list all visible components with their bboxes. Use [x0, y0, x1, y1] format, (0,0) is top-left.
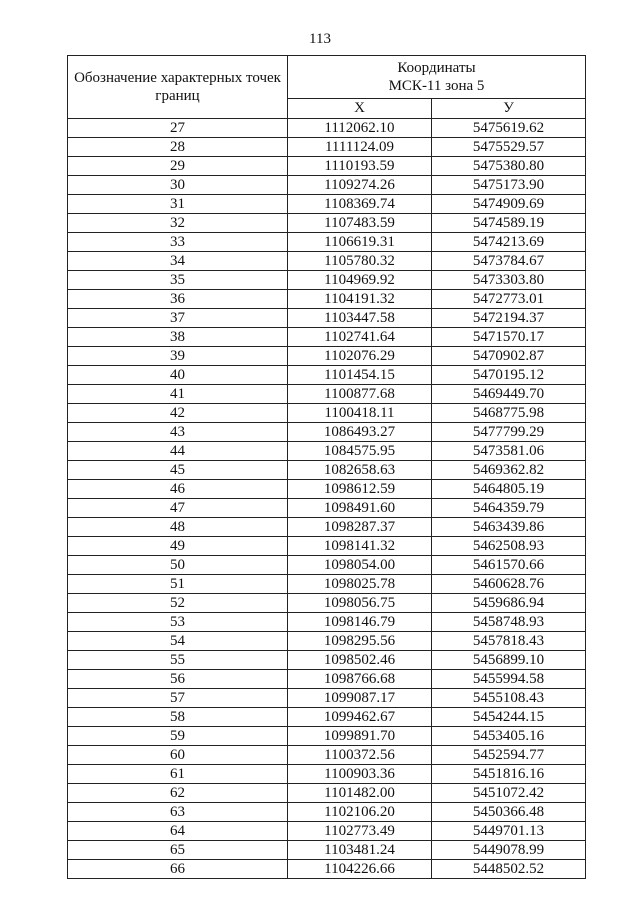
point-cell: 49: [68, 537, 288, 556]
x-coordinate-cell: 1105780.32: [288, 252, 432, 271]
table-row: [68, 195, 586, 214]
x-coordinate-cell: 1098054.00: [288, 556, 432, 575]
table-row: [68, 746, 586, 765]
y-coordinate-cell: 5473784.67: [432, 252, 586, 271]
point-cell: 33: [68, 233, 288, 252]
table-row: [68, 784, 586, 803]
y-coordinate-cell: 5469362.82: [432, 461, 586, 480]
table-row: [68, 480, 586, 499]
y-coordinate-cell: 5474909.69: [432, 195, 586, 214]
table-row: [68, 442, 586, 461]
y-coordinate-cell: 5464359.79: [432, 499, 586, 518]
point-cell: 50: [68, 556, 288, 575]
point-cell: 46: [68, 480, 288, 499]
point-cell: 39: [68, 347, 288, 366]
point-cell: 47: [68, 499, 288, 518]
x-coordinate-cell: 1098146.79: [288, 613, 432, 632]
y-coordinate-cell: 5459686.94: [432, 594, 586, 613]
x-coordinate-cell: 1100903.36: [288, 765, 432, 784]
x-coordinate-cell: 1102106.20: [288, 803, 432, 822]
table-row: [68, 594, 586, 613]
x-coordinate-cell: 1084575.95: [288, 442, 432, 461]
table-row: [68, 651, 586, 670]
header-points-label: Обозначение характерных точек границ: [74, 70, 281, 104]
table-body: [68, 119, 586, 879]
x-coordinate-cell: 1101482.00: [288, 784, 432, 803]
table-row: [68, 518, 586, 537]
point-cell: 37: [68, 309, 288, 328]
y-coordinate-cell: 5473303.80: [432, 271, 586, 290]
x-coordinate-cell: 1082658.63: [288, 461, 432, 480]
x-coordinate-cell: 1103481.24: [288, 841, 432, 860]
x-coordinate-cell: 1108369.74: [288, 195, 432, 214]
point-cell: 28: [68, 138, 288, 157]
point-cell: 42: [68, 404, 288, 423]
x-coordinate-cell: 1100418.11: [288, 404, 432, 423]
x-coordinate-cell: 1099087.17: [288, 689, 432, 708]
y-coordinate-cell: 5449078.99: [432, 841, 586, 860]
y-coordinate-cell: 5474589.19: [432, 214, 586, 233]
y-coordinate-cell: 5451072.42: [432, 784, 586, 803]
y-coordinate-cell: 5449701.13: [432, 822, 586, 841]
y-coordinate-cell: 5460628.76: [432, 575, 586, 594]
coordinates-table: [67, 55, 586, 879]
x-coordinate-cell: 1099891.70: [288, 727, 432, 746]
header-points: [68, 56, 288, 119]
y-coordinate-cell: 5456899.10: [432, 651, 586, 670]
table-row: [68, 271, 586, 290]
point-cell: 54: [68, 632, 288, 651]
y-coordinate-cell: 5469449.70: [432, 385, 586, 404]
table-row: [68, 613, 586, 632]
x-coordinate-cell: 1110193.59: [288, 157, 432, 176]
point-cell: 62: [68, 784, 288, 803]
x-coordinate-cell: 1098056.75: [288, 594, 432, 613]
point-cell: 59: [68, 727, 288, 746]
table-row: [68, 309, 586, 328]
table-row: [68, 556, 586, 575]
header-row-main: [68, 56, 586, 99]
table-row: [68, 347, 586, 366]
point-cell: 65: [68, 841, 288, 860]
table-row: [68, 214, 586, 233]
header-system-label: МСК-11 зона 5: [388, 78, 485, 95]
table-row: [68, 499, 586, 518]
y-coordinate-cell: 5455994.58: [432, 670, 586, 689]
table-row: [68, 803, 586, 822]
table-row: [68, 860, 586, 879]
table-row: [68, 727, 586, 746]
y-coordinate-cell: 5463439.86: [432, 518, 586, 537]
x-coordinate-cell: 1104191.32: [288, 290, 432, 309]
table-row: [68, 404, 586, 423]
header-x: X: [288, 99, 432, 119]
x-coordinate-cell: 1106619.31: [288, 233, 432, 252]
x-coordinate-cell: 1098491.60: [288, 499, 432, 518]
x-coordinate-cell: 1104226.66: [288, 860, 432, 879]
x-coordinate-cell: 1098025.78: [288, 575, 432, 594]
table-row: [68, 423, 586, 442]
y-coordinate-cell: 5472773.01: [432, 290, 586, 309]
point-cell: 29: [68, 157, 288, 176]
y-coordinate-cell: 5468775.98: [432, 404, 586, 423]
table-row: [68, 328, 586, 347]
point-cell: 35: [68, 271, 288, 290]
point-cell: 38: [68, 328, 288, 347]
point-cell: 55: [68, 651, 288, 670]
y-coordinate-cell: 5450366.48: [432, 803, 586, 822]
point-cell: 56: [68, 670, 288, 689]
point-cell: 57: [68, 689, 288, 708]
table-row: [68, 537, 586, 556]
header-coordinates-label: Координаты: [397, 60, 476, 77]
table-row: [68, 176, 586, 195]
point-cell: 43: [68, 423, 288, 442]
y-coordinate-cell: 5474213.69: [432, 233, 586, 252]
x-coordinate-cell: 1100877.68: [288, 385, 432, 404]
x-coordinate-cell: 1109274.26: [288, 176, 432, 195]
x-coordinate-cell: 1112062.10: [288, 119, 432, 138]
point-cell: 51: [68, 575, 288, 594]
table-row: [68, 632, 586, 651]
y-coordinate-cell: 5470902.87: [432, 347, 586, 366]
y-coordinate-cell: 5453405.16: [432, 727, 586, 746]
point-cell: 58: [68, 708, 288, 727]
y-coordinate-cell: 5458748.93: [432, 613, 586, 632]
x-coordinate-cell: 1111124.09: [288, 138, 432, 157]
point-cell: 41: [68, 385, 288, 404]
x-coordinate-cell: 1107483.59: [288, 214, 432, 233]
y-coordinate-cell: 5470195.12: [432, 366, 586, 385]
x-coordinate-cell: 1102741.64: [288, 328, 432, 347]
page-number: 113: [309, 31, 331, 47]
y-coordinate-cell: 5475529.57: [432, 138, 586, 157]
table-row: [68, 119, 586, 138]
point-cell: 36: [68, 290, 288, 309]
point-cell: 31: [68, 195, 288, 214]
x-coordinate-cell: 1104969.92: [288, 271, 432, 290]
x-coordinate-cell: 1098141.32: [288, 537, 432, 556]
point-cell: 48: [68, 518, 288, 537]
x-coordinate-cell: 1086493.27: [288, 423, 432, 442]
x-coordinate-cell: 1102076.29: [288, 347, 432, 366]
point-cell: 34: [68, 252, 288, 271]
y-coordinate-cell: 5477799.29: [432, 423, 586, 442]
y-coordinate-cell: 5455108.43: [432, 689, 586, 708]
header-coordinates: [288, 56, 586, 99]
y-coordinate-cell: 5475619.62: [432, 119, 586, 138]
y-coordinate-cell: 5451816.16: [432, 765, 586, 784]
point-cell: 61: [68, 765, 288, 784]
y-coordinate-cell: 5462508.93: [432, 537, 586, 556]
table-row: [68, 233, 586, 252]
header-y: У: [432, 99, 586, 119]
y-coordinate-cell: 5475173.90: [432, 176, 586, 195]
table-row: [68, 138, 586, 157]
point-cell: 30: [68, 176, 288, 195]
x-coordinate-cell: 1103447.58: [288, 309, 432, 328]
table-row: [68, 290, 586, 309]
y-coordinate-cell: 5454244.15: [432, 708, 586, 727]
table-row: [68, 765, 586, 784]
point-cell: 27: [68, 119, 288, 138]
point-cell: 45: [68, 461, 288, 480]
y-coordinate-cell: 5452594.77: [432, 746, 586, 765]
point-cell: 52: [68, 594, 288, 613]
table-header: [68, 56, 586, 119]
table-row: [68, 366, 586, 385]
x-coordinate-cell: 1098766.68: [288, 670, 432, 689]
x-coordinate-cell: 1102773.49: [288, 822, 432, 841]
x-coordinate-cell: 1098295.56: [288, 632, 432, 651]
x-coordinate-cell: 1098287.37: [288, 518, 432, 537]
x-coordinate-cell: 1101454.15: [288, 366, 432, 385]
point-cell: 60: [68, 746, 288, 765]
y-coordinate-cell: 5461570.66: [432, 556, 586, 575]
x-coordinate-cell: 1098612.59: [288, 480, 432, 499]
y-coordinate-cell: 5464805.19: [432, 480, 586, 499]
y-coordinate-cell: 5473581.06: [432, 442, 586, 461]
table-row: [68, 689, 586, 708]
table-row: [68, 252, 586, 271]
x-coordinate-cell: 1099462.67: [288, 708, 432, 727]
point-cell: 53: [68, 613, 288, 632]
table-row: [68, 841, 586, 860]
table-row: [68, 385, 586, 404]
y-coordinate-cell: 5472194.37: [432, 309, 586, 328]
y-coordinate-cell: 5471570.17: [432, 328, 586, 347]
y-coordinate-cell: 5457818.43: [432, 632, 586, 651]
table-row: [68, 670, 586, 689]
point-cell: 66: [68, 860, 288, 879]
y-coordinate-cell: 5475380.80: [432, 157, 586, 176]
table-row: [68, 575, 586, 594]
point-cell: 32: [68, 214, 288, 233]
point-cell: 63: [68, 803, 288, 822]
y-coordinate-cell: 5448502.52: [432, 860, 586, 879]
table-row: [68, 157, 586, 176]
point-cell: 40: [68, 366, 288, 385]
point-cell: 44: [68, 442, 288, 461]
x-coordinate-cell: 1100372.56: [288, 746, 432, 765]
table-row: [68, 822, 586, 841]
table-row: [68, 461, 586, 480]
table-row: [68, 708, 586, 727]
point-cell: 64: [68, 822, 288, 841]
x-coordinate-cell: 1098502.46: [288, 651, 432, 670]
